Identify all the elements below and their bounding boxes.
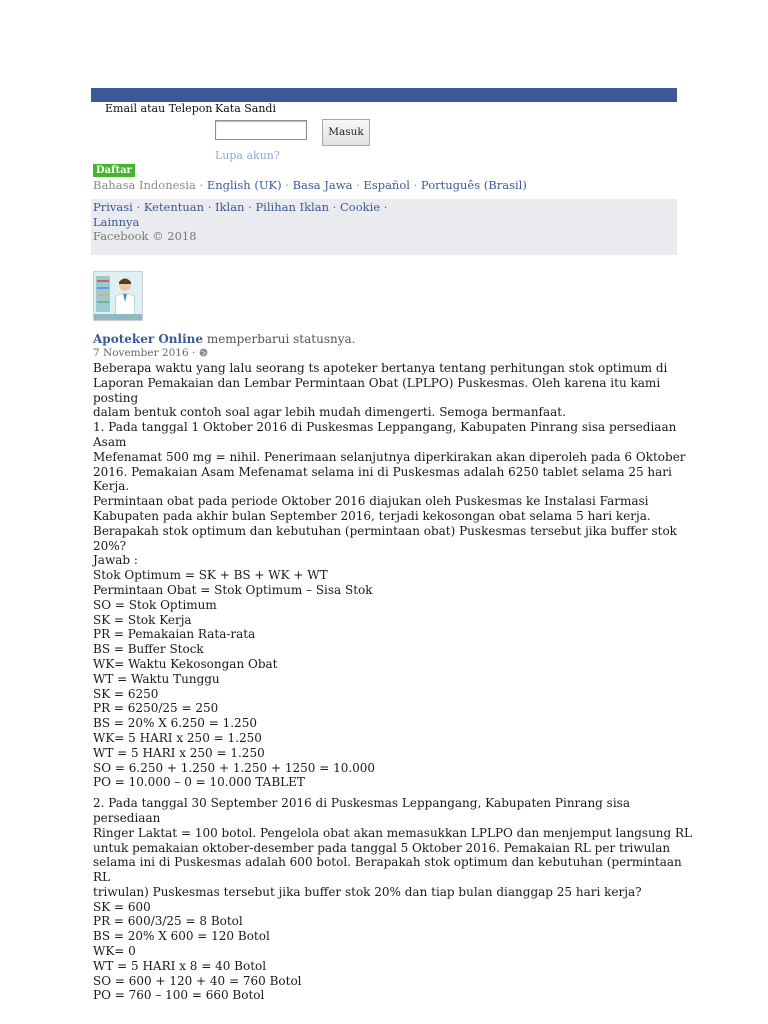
post-text-line: WK= 5 HARI x 250 = 1.250	[93, 730, 262, 745]
password-label: Kata Sandi	[215, 102, 276, 115]
globe-icon	[199, 347, 208, 359]
post-text-line: untuk pemakaian oktober-desember pada tanggal 5 Oktober 2016. Pemakaian RL per triwulan	[93, 840, 671, 855]
post-text-line: WT = 5 HARI x 8 = 40 Botol	[93, 958, 267, 973]
post-text-line: selama ini di Puskesmas adalah 600 botol. Berapakah stok optimum dan kebutuhan (permintaan RL	[93, 855, 682, 885]
post-header	[93, 332, 355, 346]
footer-link-iklan[interactable]: Iklan	[215, 200, 245, 214]
post-text-line: 1. Pada tanggal 1 Oktober 2016 di Puskesmas Leppangang, Kabupaten Pinrang sisa persediaan Asam	[93, 420, 677, 449]
post-date	[93, 347, 208, 359]
post-text-line: Ringer Laktat = 100 botol. Pengelola obat akan memasukkan LPLPO dan menjemput langsung RL	[93, 825, 693, 840]
post-text-line: PO = 10.000 – 0 = 10.000 TABLET	[93, 775, 305, 790]
post-text-line: Jawab :	[93, 553, 138, 568]
post-text-line: WK= Waktu Kekosongan Obat	[93, 656, 278, 671]
language-link-jawa[interactable]: Basa Jawa	[292, 178, 353, 192]
post-text-line: BS = 20% X 600 = 120 Botol	[93, 929, 270, 944]
language-link-portugues[interactable]: Português (Brasil)	[420, 178, 527, 192]
post-author-link[interactable]: Apoteker Online	[93, 332, 203, 346]
post-text-line: SK = 600	[93, 899, 151, 914]
post-text-line: SO = 600 + 120 + 40 = 760 Botol	[93, 973, 302, 988]
post-text-line: 2. Pada tanggal 30 September 2016 di Puskesmas Leppangang, Kabupaten Pinrang sisa persediaan	[93, 796, 630, 825]
post-text-line: SK = Stok Kerja	[93, 612, 192, 627]
post-action-text: memperbarui statusnya.	[203, 332, 356, 346]
post-intro	[93, 361, 693, 420]
post-text-line: Permintaan Obat = Stok Optimum – Sisa Stok	[93, 582, 373, 597]
post-text-line: Berapakah stok optimum dan kebutuhan (permintaan obat) Puskesmas tersebut jika buffer stok	[93, 523, 677, 538]
post-text-line: PO = 760 – 100 = 660 Botol	[93, 988, 265, 1003]
language-selector: Bahasa Indonesia · English (UK) · Basa Jawa · Español · Português (Brasil)	[93, 178, 527, 192]
post-text-line: Beberapa waktu yang lalu seorang ts apoteker bertanya tentang perhitungan stok optimum di	[93, 361, 668, 375]
footer-link-pilihan-iklan[interactable]: Pilihan Iklan	[255, 200, 329, 214]
post-text-line: dalam bentuk contoh soal agar lebih mudah dimengerti. Semoga bermanfaat.	[93, 405, 566, 420]
post-text-line: WT = Waktu Tunggu	[93, 671, 220, 686]
post-text-line: Stok Optimum = SK + BS + WK + WT	[93, 568, 328, 583]
footer-link-cookie[interactable]: Cookie	[339, 200, 381, 214]
forgot-account-link[interactable]: Lupa akun?	[215, 149, 280, 162]
copyright: Facebook © 2018	[93, 229, 197, 243]
post-text-line: Laporan Pemakaian dan Lembar Permintaan Obat (LPLPO) Puskesmas. Oleh karena itu kami posting	[93, 375, 661, 405]
post-text-line: SO = Stok Optimum	[93, 597, 217, 612]
question-1	[93, 420, 693, 790]
post-text-line: Kabupaten pada akhir bulan September 2016, terjadi kekosongan obat selama 5 hari kerja.	[93, 508, 651, 523]
login-button[interactable]: Masuk	[322, 119, 370, 146]
post-text-line: 2016. Pemakaian Asam Mefenamat selama ini di Puskesmas adalah 6250 tablet selama 25 hari Kerja.	[93, 464, 672, 494]
post-text-line: triwulan) Puskesmas tersebut jika buffer stok 20% dan tiap bulan dianggap 25 hari kerja?	[93, 884, 642, 899]
post-text-line: SO = 6.250 + 1.250 + 1.250 + 1250 = 10.000	[93, 760, 376, 775]
post-text-line: PR = 600/3/25 = 8 Botol	[93, 914, 243, 929]
post-text-line: BS = Buffer Stock	[93, 642, 204, 657]
password-input[interactable]	[215, 120, 307, 140]
language-link-english[interactable]: English (UK)	[206, 178, 282, 192]
language-link-espanol[interactable]: Español	[363, 178, 410, 192]
post-text-line: SK = 6250	[93, 686, 159, 701]
language-current: Bahasa Indonesia	[93, 178, 196, 192]
footer-links: Privasi · Ketentuan · Iklan · Pilihan Iklan · Cookie · Lainnya	[93, 200, 388, 229]
footer-link-ketentuan[interactable]: Ketentuan	[143, 200, 205, 214]
post-text-line: BS = 20% X 6.250 = 1.250	[93, 716, 257, 731]
post-text-line: WK= 0	[93, 944, 136, 959]
footer-link-more[interactable]: Lainnya	[93, 215, 140, 229]
email-label: Email atau Telepon	[105, 102, 213, 115]
post-text-line: 20%?	[93, 538, 127, 553]
post-text-line: PR = Pemakaian Rata-rata	[93, 627, 256, 642]
post-timestamp[interactable]: 7 November 2016 ·	[93, 347, 199, 359]
signup-button[interactable]: Daftar	[93, 164, 135, 177]
post-text-line: PR = 6250/25 = 250	[93, 701, 219, 716]
top-blue-bar	[91, 88, 677, 102]
post-text-line: Mefenamat 500 mg = nihil. Penerimaan selanjutnya diperkirakan akan diperoleh pada 6 Oktober	[93, 449, 686, 464]
post-body	[93, 361, 693, 1003]
footer-link-privasi[interactable]: Privasi	[93, 200, 133, 214]
pharmacist-avatar-icon[interactable]	[93, 271, 143, 321]
question-2	[93, 796, 693, 1003]
post-text-line: Permintaan obat pada periode Oktober 2016 diajukan oleh Puskesmas ke Instalasi Farmasi	[93, 494, 649, 509]
footer-panel	[91, 199, 677, 255]
post-text-line: WT = 5 HARI x 250 = 1.250	[93, 745, 265, 760]
